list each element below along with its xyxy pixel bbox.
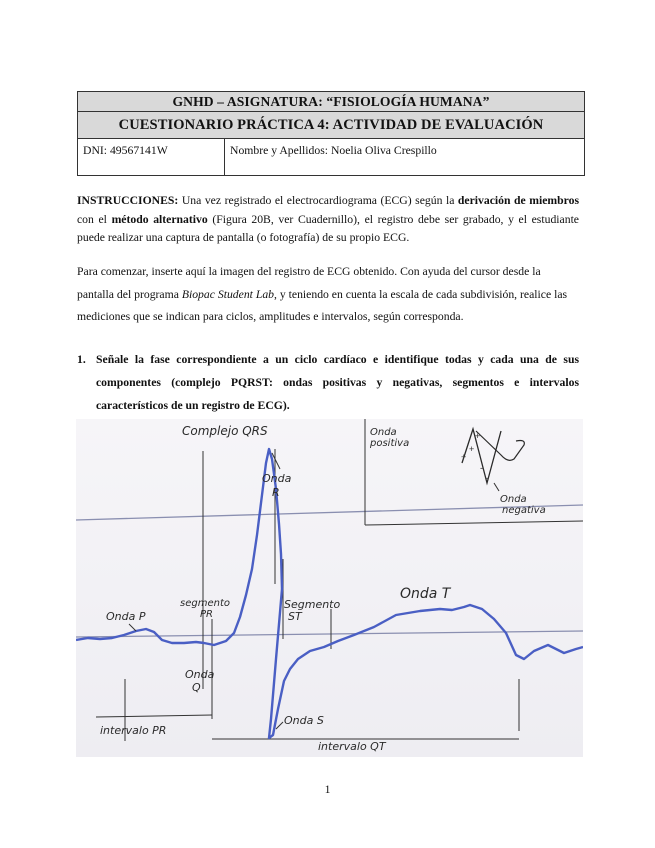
label-segmento-st-2: ST (288, 610, 302, 623)
instructions-text-3: (Figura 20B, ver Cuadernillo), el registro debe ser grabado, y el estudiante puede realizar una captura de pantalla (o fotografía) de su propio ECG. (77, 212, 579, 244)
label-onda-r-1: Onda (262, 472, 292, 485)
paper-background (76, 419, 583, 757)
intro-text-1: Para comenzar, inserte aquí la imagen del registro de ECG obtenido. Con ayuda del cursor desde la pantalla del programa (77, 265, 541, 301)
dni-field: DNI: 49567141W (78, 139, 225, 176)
label-onda-t: Onda T (400, 586, 451, 602)
label-intervalo-pr: intervalo PR (100, 724, 167, 737)
svg-text:+: + (475, 431, 481, 441)
instructions-text-1: Una vez registrado el electrocardiograma (ECG) según la (178, 194, 458, 207)
label-onda-negativa-1: Onda (500, 494, 527, 505)
label-segmento-pr-2: PR (200, 609, 213, 620)
ecg-photo (76, 419, 583, 757)
instructions-bold-1: derivación de miembros (457, 194, 579, 207)
intro-software-name: Biopac Student Lab (181, 287, 275, 301)
label-onda-q-2: Q (192, 681, 201, 694)
label-complejo-qrs: Complejo QRS (182, 424, 268, 438)
label-onda-s: Onda S (284, 714, 324, 727)
label-onda-negativa-2: negativa (502, 505, 546, 516)
label-intervalo-qt: intervalo QT (318, 740, 386, 753)
instructions-text-2: con el (77, 212, 112, 226)
label-segmento-pr-1: segmento (180, 598, 230, 609)
questionnaire-title: CUESTIONARIO PRÁCTICA 4: ACTIVIDAD DE EVALUACIÓN (78, 112, 585, 139)
instructions-bold-2: método alternativo (111, 212, 208, 226)
svg-text:+: + (461, 452, 467, 462)
ecg-drawing (76, 419, 583, 757)
instructions-paragraph (77, 192, 579, 248)
label-segmento-st-1: Segmento (284, 598, 341, 611)
svg-text:-: - (486, 473, 489, 483)
instructions-label: INSTRUCCIONES: (77, 194, 179, 207)
label-onda-q-1: Onda (185, 668, 215, 681)
label-onda-positiva-1: Onda (370, 427, 397, 438)
label-onda-r-2: R (272, 486, 280, 499)
page-number: 1 (324, 783, 331, 796)
question-text: Señale la fase correspondiente a un ciclo cardíaco e identifique todas y cada una de sus componentes (complejo PQRST: ondas positivas y negativas, segmentos e intervalos característicos de un registro de ECG). (96, 353, 579, 412)
label-onda-p: Onda P (106, 610, 146, 623)
question-number: 1. (77, 353, 86, 366)
name-field: Nombre y Apellidos: Noelia Oliva Crespillo (225, 139, 585, 176)
course-title: GNHD – ASIGNATURA: “FISIOLOGÍA HUMANA” (78, 92, 585, 112)
svg-text:-: - (480, 463, 483, 473)
question-1 (77, 348, 579, 417)
intro-text-2: , y teniendo en cuenta la escala de cada subdivisión, realice las mediciones que se indican para ciclos, amplitudes e intervalos, según corresponda. (77, 287, 568, 323)
svg-text:+: + (469, 444, 475, 454)
intro-paragraph (77, 261, 579, 329)
label-onda-positiva-2: positiva (370, 438, 410, 449)
header-table (77, 91, 585, 176)
